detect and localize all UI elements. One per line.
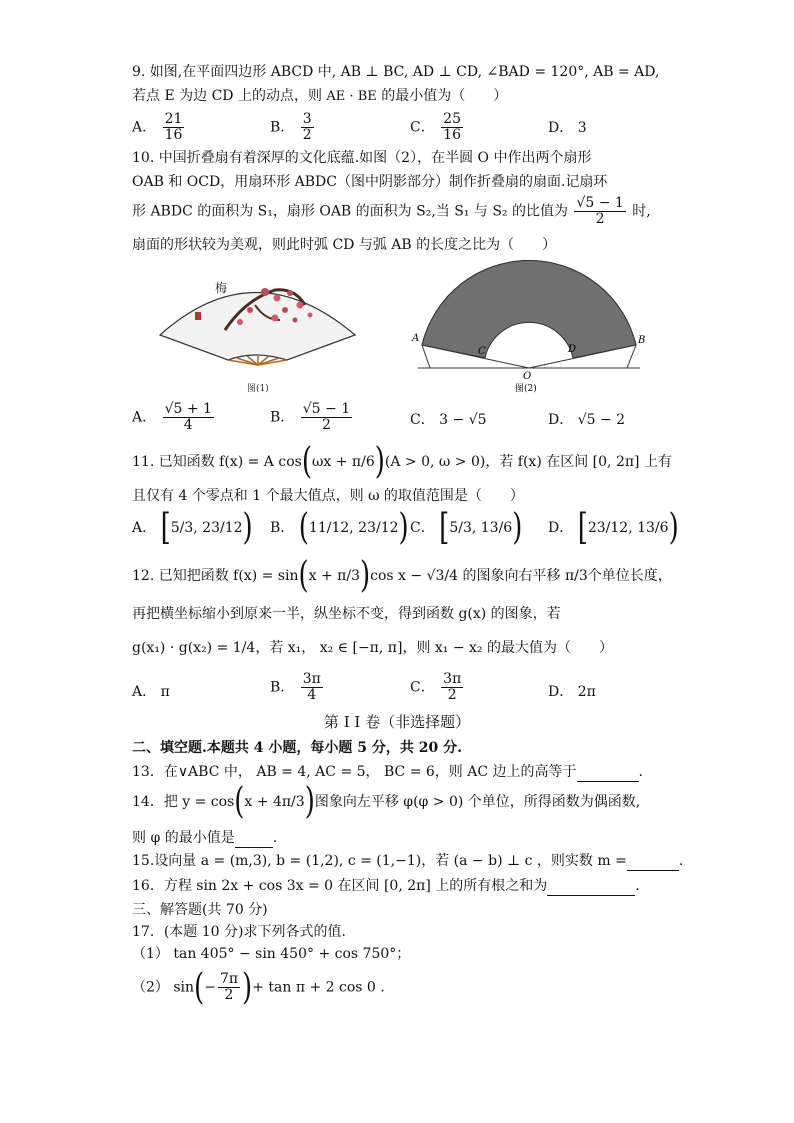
frac-den: 2 [595,211,605,227]
fraction [301,112,314,143]
bracket-right: ) [242,507,253,549]
frac-num: 25 [443,111,461,127]
q11-option-c: C． [5/3, 13/6) [410,507,523,549]
frac-num: 3π [302,671,321,687]
q12-shift: π/3 [564,568,588,584]
q10-option-d [548,410,625,430]
answer-blank[interactable] [235,847,273,848]
q12-line3 [132,638,613,658]
q11-option-d: D． [23/12, 13/6) [548,507,679,549]
fig2-caption: 图(2) [515,384,537,394]
q11-line2: 且仅有 4 个零点和 1 个最大值点，则 ω 的取值范围是（ ） [132,488,524,504]
q9-vector-expr: AE · BE [326,89,377,104]
q14-line2: 则 φ 的最小值是 . [132,830,278,846]
q14-arg: x + 4π/3 [244,794,305,810]
fan-calligraphy: 梅 [215,281,228,295]
q14-text-b: 图象向左平移 φ(φ > 0) 个单位，所得函数为偶函数, [314,794,641,810]
q11-text-a: 11. 已知函数 f(x) = A cos [132,454,302,470]
q12-text-f: 个单位长度， [587,568,672,584]
frac-num: √5 − 1 [576,195,624,211]
answer-blank[interactable] [627,870,679,871]
q14-text-a: 14．把 y = cos [132,794,235,810]
q10-text-a: 形 ABDC 的面积为 S₁，扇形 OAB 的面积为 S₂,当 S₁ 与 S₂ 的比值为 [132,203,568,220]
q17-part1: （1） tan 405° − sin 450° + cos 750°； [132,946,411,962]
q17-title: 17．(本题 10 分)求下列各式的值. [132,924,346,940]
q11-text-b: (A > 0, ω > 0)，若 f(x) 在区间 [0, 2π] 上有 [384,454,672,470]
option-label: D． [548,684,574,700]
q12-text-c: ，若 x₁， x₂ ∈ [−π, π]，则 x₁ − x₂ 的最大值为（ ） [255,640,613,656]
q12-line1: 12. 已知把函数 f(x) = sin(x + π/3)cos x − √3/4 的图象向右平移 π/3个单位长度， [132,555,672,597]
option-label: A． [132,409,157,426]
q11-arg: ωx + π/6 [311,454,375,470]
interval-b: 13/6 [480,520,513,536]
fraction [163,112,185,143]
shaded-annulus [422,261,636,358]
option-label: A． [132,520,157,536]
q17-part2: （2） sin(− $\frac{7\pi}{2}$ )+ tan π + 2 cos 0 . [132,966,385,1009]
option-text: √5 − 2 [577,412,626,428]
q14-text: 则 φ 的最小值是 [132,830,235,846]
option-label: D． [548,412,574,428]
q9-option-b [270,112,316,143]
option-label: A． [132,119,157,136]
q15-text: 15.设向量 a = (m,3), b = (1,2), c = (1,−1)，若 (a − b) ⊥ c ，则实数 m = [132,853,627,869]
bracket-left: [ [160,507,171,549]
q9-line2 [132,86,507,107]
frac-den: 2 [224,987,234,1003]
option-text: 2π [577,684,596,700]
frac-den: 4 [183,417,193,433]
fan-leaf [160,293,355,361]
frac-den: 2 [321,417,331,433]
fraction [441,112,463,143]
option-text: 3 [577,120,587,136]
interval-a: 23/12 [587,520,629,536]
q12-const: √3/4 [426,568,459,584]
q9-option-a [132,112,186,143]
interval-b: 23/12 [202,520,243,536]
q16-text: 16．方程 sin 2x + cos 3x = 0 在区间 [0, 2π] 上的所有根之和为 [132,878,548,894]
fraction [574,196,625,227]
label-c: C [478,346,486,357]
q10-option-b [270,402,354,433]
interval-b: 13/6 [637,520,669,536]
q12-text-d: 的图象向右平移 [462,568,561,584]
bracket-left: ( [298,507,309,549]
q12-option-b [270,672,325,703]
figure-1-fan [155,260,365,400]
q12-arg: x + π/3 [308,568,360,584]
fraction [301,402,352,433]
q10-line4: 扇面的形状较为美观，则此时弧 CD 与弧 AB 的长度之比为（ ） [132,237,557,253]
q10-line2: OAB 和 OCD，用扇环形 ABDC（图中阴影部分）制作折叠扇的扇面.记扇环 [132,174,608,190]
q10-option-c [410,410,487,430]
bracket-left: [ [577,507,588,549]
fraction [301,672,323,703]
bracket-right: ) [398,507,409,549]
q15: 15.设向量 a = (m,3), b = (1,2), c = (1,−1)，若 (a − b) ⊥ c ，则实数 m = . [132,853,684,869]
frac-den: 4 [307,687,317,703]
fraction [441,672,463,703]
option-text: π [160,684,170,700]
bracket-right: ) [668,507,679,549]
q12-value: 1/4 [232,640,256,656]
frac-num: 21 [164,111,183,127]
q9-text-b: 的最小值为（ ） [381,88,508,104]
fraction [163,402,214,433]
q12-product: g(x₁) · g(x₂) = [132,640,229,656]
option-label: D． [548,120,574,136]
option-label: D． [548,520,574,536]
section2-heading: 二、填空题.本题共 4 小题，每小题 5 分，共 20 分. [132,740,462,756]
q17-text-a: （2） sin [132,979,195,996]
label-o: O [523,371,532,382]
fig1-caption: 图(1) [247,384,269,394]
q12-option-a [132,682,170,702]
q10-option-a [132,402,216,433]
option-label: C． [410,412,435,428]
q14-line1: 14．把 y = cos(x + 4π/3)图象向左平移 φ(φ > 0) 个单位，所得函数为偶函数, [132,781,641,823]
q9-line1: 9. 如图,在平面四边形 ABCD 中, AB ⊥ BC, AD ⊥ CD, ∠BAD = 120°, AB = AD, [132,64,660,80]
label-a: A [412,333,420,344]
q12-option-c [410,672,465,703]
interval-a: 5/3 [449,520,472,536]
frac-den: 2 [302,127,312,143]
option-label: A． [132,684,157,700]
frac-num: √5 + 1 [164,401,212,417]
option-label: B． [270,520,295,536]
q17-text-b: + tan π + 2 cos 0 . [252,979,385,996]
frac-num: √5 − 1 [302,401,351,417]
q12-line2: 再把横坐标缩小到原来一半，纵坐标不变，得到函数 g(x) 的图象，若 [132,606,561,622]
option-label: C． [410,119,435,136]
fan-seal [195,312,201,320]
q10-line3 [132,196,651,227]
option-label: B． [270,119,295,136]
frac-den: 2 [447,687,457,703]
option-label: B． [270,679,295,696]
q9-option-d [548,118,587,138]
label-d: D [568,344,577,355]
q12-option-d [548,682,596,702]
interval-a: 11/12 [308,520,350,536]
option-label: C． [410,520,435,536]
section3-heading: 三、解答题(共 70 分) [132,902,268,918]
frac-num: 7π [219,971,239,987]
figure-2-annular-sector [410,255,650,395]
q12-text-a: 12. 已知把函数 f(x) = sin [132,568,299,584]
label-b: B [638,335,646,346]
option-text: 3 − √5 [439,412,487,428]
q11-option-b: B． (11/12, 23/12) [270,507,409,549]
q10-line1: 10. 中国折叠扇有着深厚的文化底蕴.如图（2），在半圆 O 中作出两个扇形 [132,150,592,166]
q11-line1: 11. 已知函数 f(x) = A cos(ωx + π/6)(A > 0, ω > 0)，若 f(x) 在区间 [0, 2π] 上有 [132,441,672,483]
frac-den: 16 [443,127,461,143]
q10-text-b: 时, [632,203,651,220]
frac-num: 3π [443,671,462,687]
bracket-right: ) [512,507,523,549]
option-label: B． [270,409,295,426]
frac-num: 3 [302,111,312,127]
bracket-left: [ [439,507,450,549]
q11-option-a: A． [5/3, 23/12) [132,507,253,549]
interval-a: 5/3 [170,520,194,536]
interval-b: 23/12 [358,520,399,536]
q9-text-a: 若点 E 为边 CD 上的动点，则 [132,88,322,104]
q12-text-b: cos x − [370,568,423,584]
q13-text: 13．在∨ABC 中， AB = 4, AC = 5， BC = 6，则 AC 边上的高等于 [132,764,577,780]
answer-blank[interactable] [547,895,635,896]
fraction [218,972,240,1003]
frac-den: 16 [164,127,183,143]
answer-blank[interactable] [577,781,639,782]
q16: 16．方程 sin 2x + cos 3x = 0 在区间 [0, 2π] 上的所有根之和为 . [132,878,640,894]
q9-option-c [410,112,465,143]
option-label: C． [410,679,435,696]
q13: 13．在∨ABC 中， AB = 4, AC = 5， BC = 6，则 AC 边上的高等于 . [132,764,643,780]
part2-title: 第 I I 卷（非选择题） [323,713,471,731]
